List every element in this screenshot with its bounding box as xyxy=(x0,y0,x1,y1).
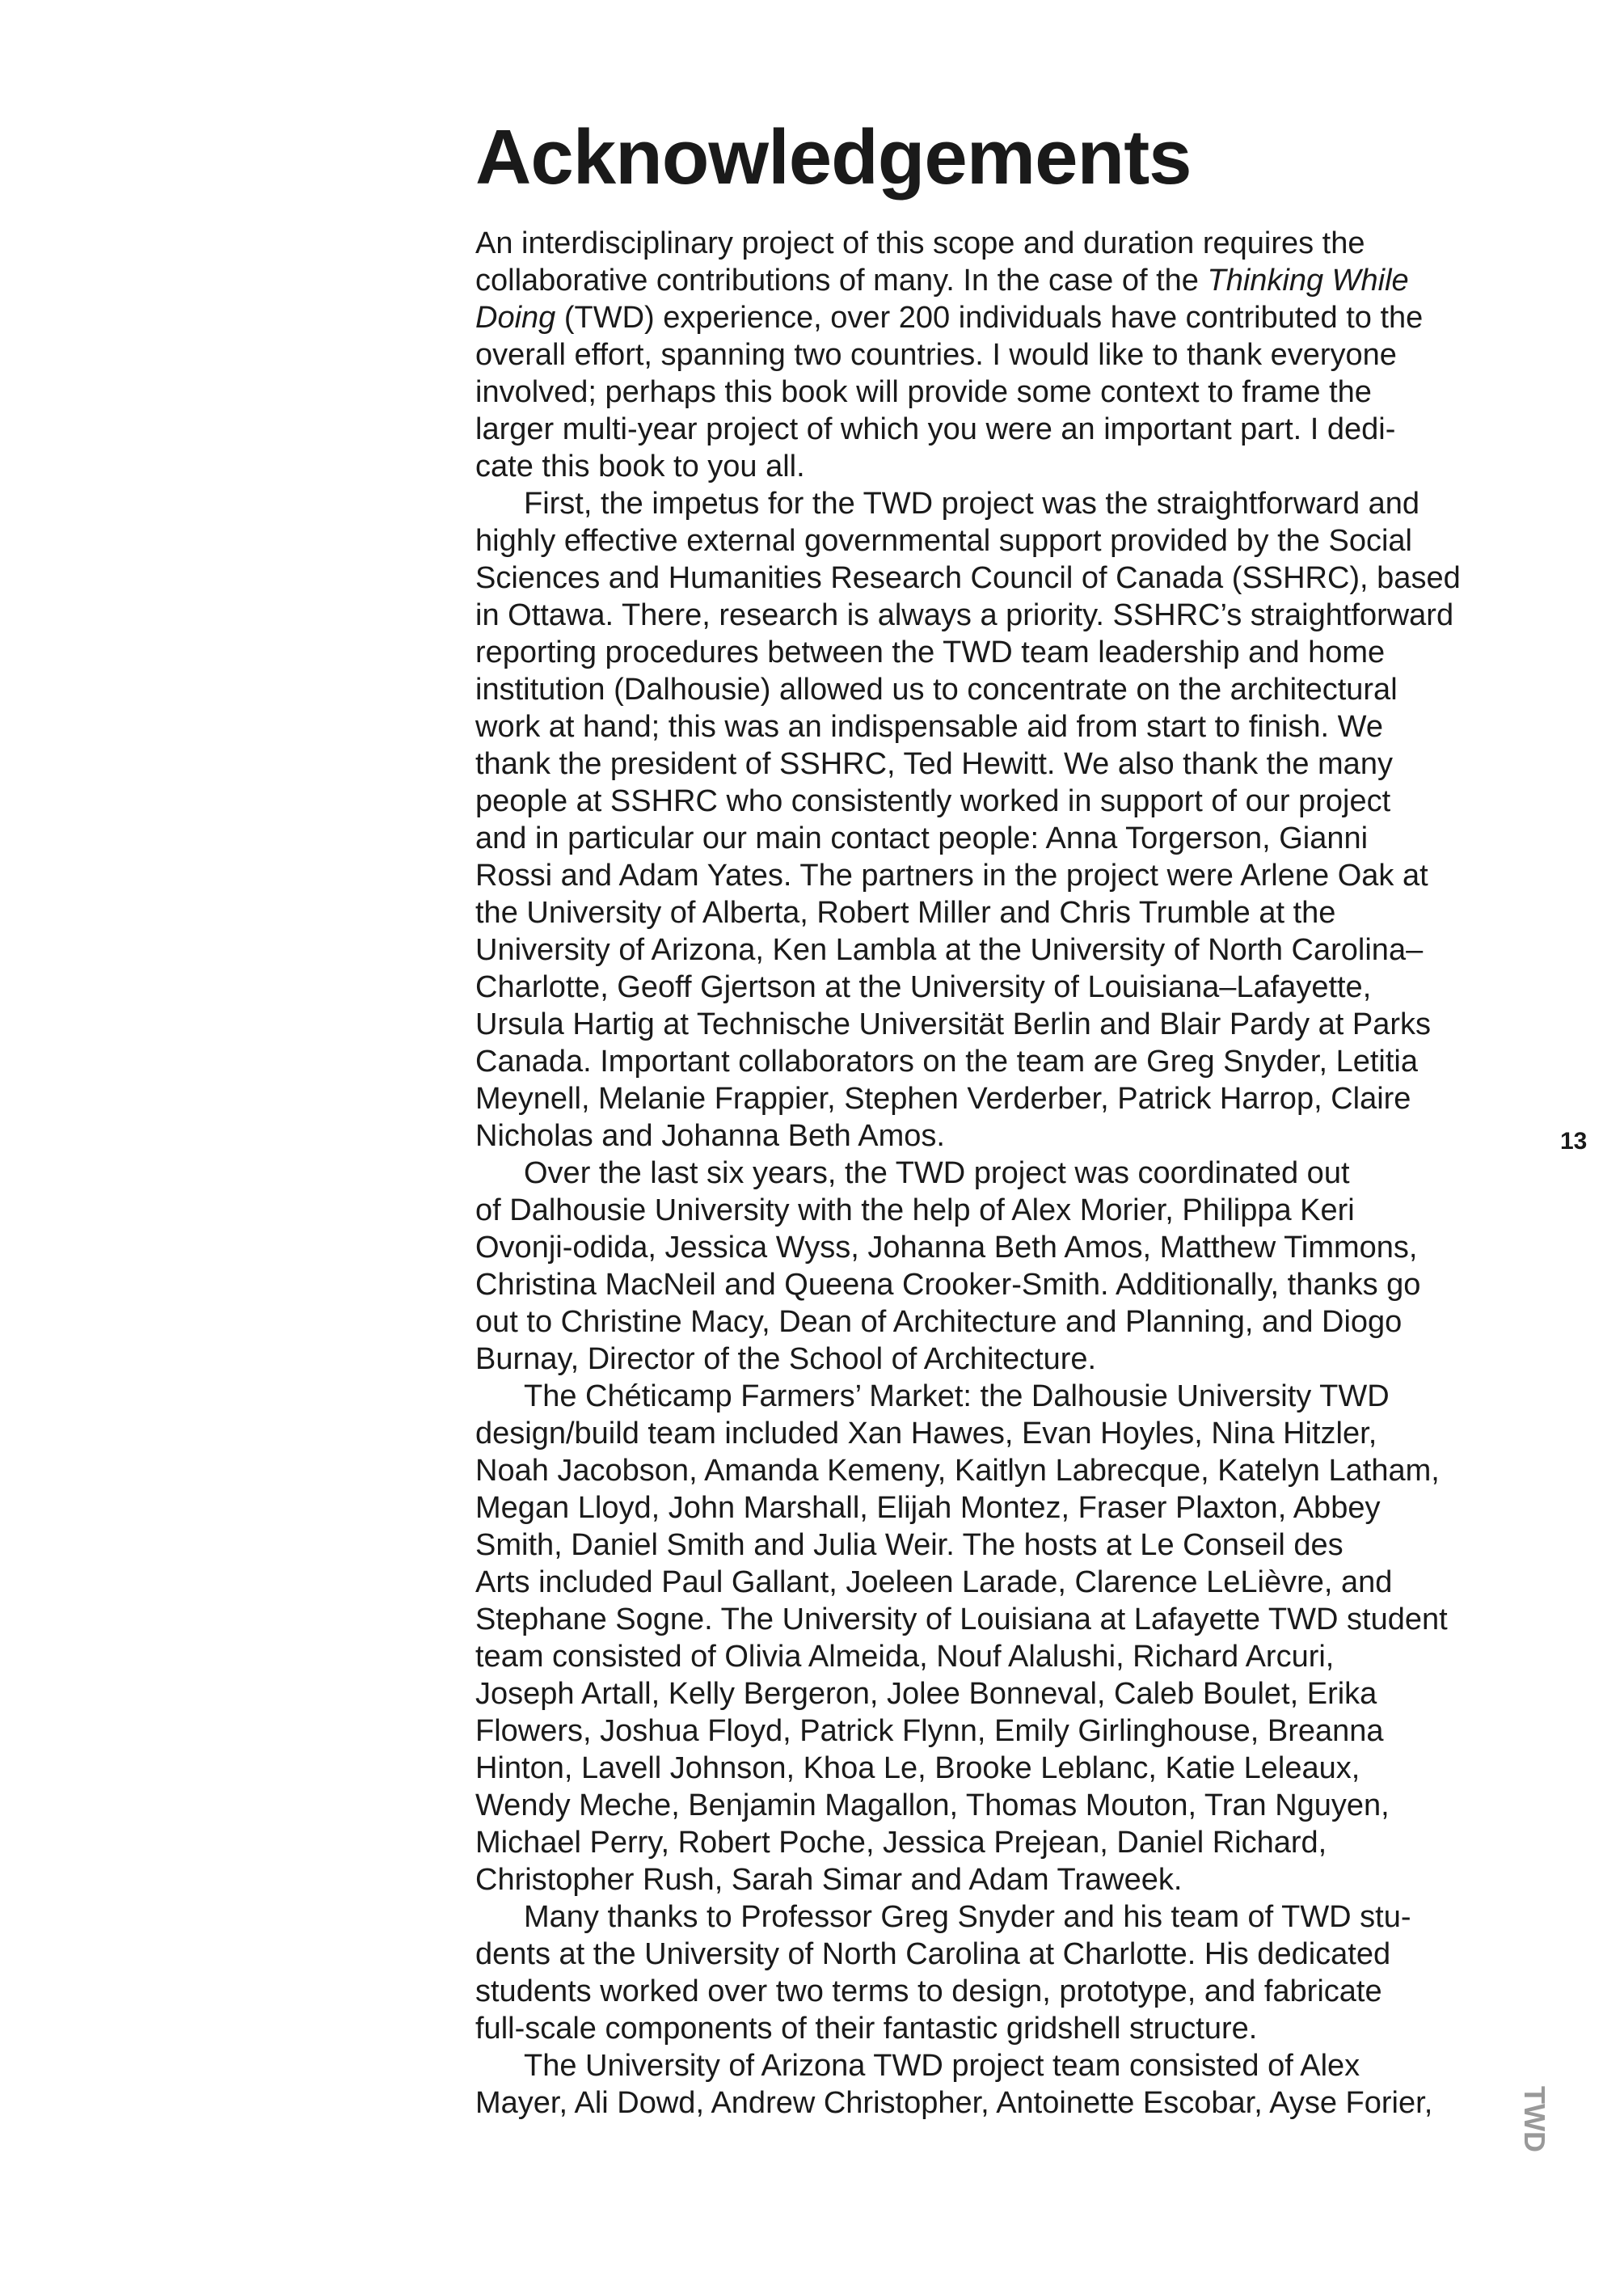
text-line: Christopher Rush, Sarah Simar and Adam Traweek. xyxy=(475,1863,1183,1897)
text-line: of Dalhousie University with the help of Alex Morier, Philippa Keri xyxy=(475,1193,1355,1227)
text-line: Burnay, Director of the School of Architecture. xyxy=(475,1342,1097,1376)
page-title: Acknowledgements xyxy=(475,114,1192,201)
text-line: Rossi and Adam Yates. The partners in the project were Arlene Oak at xyxy=(475,859,1428,893)
text-line: work at hand; this was an indispensable aid from start to finish. We xyxy=(475,710,1383,744)
text-line: Wendy Meche, Benjamin Magallon, Thomas Mouton, Tran Nguyen, xyxy=(475,1788,1390,1822)
text-line: University of Arizona, Ken Lambla at the University of North Carolina– xyxy=(475,933,1424,967)
text-segment: (TWD) experience, over 200 individuals have contributed to the xyxy=(555,301,1424,335)
text-line: Canada. Important collaborators on the team are Greg Snyder, Letitia xyxy=(475,1045,1418,1079)
text-line: Sciences and Humanities Research Council of Canada (SSHRC), based xyxy=(475,561,1461,595)
text-line: Nicholas and Johanna Beth Amos. xyxy=(475,1119,945,1153)
text-line: in Ottawa. There, research is always a priority. SSHRC’s straightforward xyxy=(475,598,1454,632)
text-line: people at SSHRC who consistently worked in support of our project xyxy=(475,784,1391,818)
text-line: Smith, Daniel Smith and Julia Weir. The hosts at Le Conseil des xyxy=(475,1528,1343,1562)
text-line: Arts included Paul Gallant, Joeleen Larade, Clarence LeLièvre, and xyxy=(475,1565,1393,1599)
text-line: An interdisciplinary project of this scope and duration requires the xyxy=(475,226,1365,260)
text-line: dents at the University of North Carolina at Charlotte. His dedicated xyxy=(475,1937,1391,1971)
text-line: involved; perhaps this book will provide some context to frame the xyxy=(475,375,1372,409)
text-line: out to Christine Macy, Dean of Architecture and Planning, and Diogo xyxy=(475,1305,1403,1339)
text-line xyxy=(475,299,1526,336)
paragraph-start-line: Over the last six years, the TWD project was coordinated out xyxy=(524,1156,1350,1190)
text-line: Ovonji-odida, Jessica Wyss, Johanna Beth Amos, Matthew Timmons, xyxy=(475,1231,1418,1265)
text-line: reporting procedures between the TWD team leadership and home xyxy=(475,636,1386,669)
paragraph-start-line: The University of Arizona TWD project team consisted of Alex xyxy=(524,2049,1360,2083)
text-line: cate this book to you all. xyxy=(475,450,805,484)
text-line: highly effective external governmental support provided by the Social xyxy=(475,524,1412,558)
text-line: Stephane Sogne. The University of Louisiana at Lafayette TWD student xyxy=(475,1603,1448,1636)
text-line: team consisted of Olivia Almeida, Nouf Alalushi, Richard Arcuri, xyxy=(475,1640,1335,1674)
text-line: Hinton, Lavell Johnson, Khoa Le, Brooke Leblanc, Katie Leleaux, xyxy=(475,1751,1360,1785)
book-title-italic: Thinking While xyxy=(1207,264,1409,298)
text-line xyxy=(475,262,1526,299)
text-line: Ursula Hartig at Technische Universität Berlin and Blair Pardy at Parks xyxy=(475,1007,1432,1041)
text-line: Noah Jacobson, Amanda Kemeny, Kaitlyn Labrecque, Katelyn Latham, xyxy=(475,1454,1440,1488)
text-line: Mayer, Ali Dowd, Andrew Christopher, Antoinette Escobar, Ayse Forier, xyxy=(475,2086,1433,2120)
paragraph-start-line: Many thanks to Professor Greg Snyder and his team of TWD stu- xyxy=(524,1900,1411,1934)
running-head: TWD xyxy=(1518,2086,1551,2152)
book-title-italic: Doing xyxy=(475,301,556,335)
text-line: Megan Lloyd, John Marshall, Elijah Montez, Fraser Plaxton, Abbey xyxy=(475,1491,1381,1525)
text-line: Charlotte, Geoff Gjertson at the University of Louisiana–Lafayette, xyxy=(475,970,1372,1004)
page-number: 13 xyxy=(1560,1128,1588,1155)
text-line: Meynell, Melanie Frappier, Stephen Verderber, Patrick Harrop, Claire xyxy=(475,1082,1411,1116)
text-line: Flowers, Joshua Floyd, Patrick Flynn, Emily Girlinghouse, Breanna xyxy=(475,1714,1384,1748)
text-line: the University of Alberta, Robert Miller and Chris Trumble at the xyxy=(475,896,1336,930)
text-line: overall effort, spanning two countries. I would like to thank everyone xyxy=(475,338,1397,372)
text-line: and in particular our main contact people: Anna Torgerson, Gianni xyxy=(475,821,1369,855)
text-segment: collaborative contributions of many. In the case of the xyxy=(475,264,1199,298)
text-line: Christina MacNeil and Queena Crooker-Smith. Additionally, thanks go xyxy=(475,1268,1421,1302)
text-line: larger multi-year project of which you were an important part. I dedi- xyxy=(475,412,1396,446)
paragraph-start-line: The Chéticamp Farmers’ Market: the Dalhousie University TWD xyxy=(524,1379,1390,1413)
text-line: design/build team included Xan Hawes, Evan Hoyles, Nina Hitzler, xyxy=(475,1417,1377,1451)
text-line: institution (Dalhousie) allowed us to concentrate on the architectural xyxy=(475,673,1398,707)
text-line: students worked over two terms to design, prototype, and fabricate xyxy=(475,1974,1382,2008)
text-line: thank the president of SSHRC, Ted Hewitt. We also thank the many xyxy=(475,747,1393,781)
text-line: full-scale components of their fantastic gridshell structure. xyxy=(475,2012,1258,2046)
text-line: Joseph Artall, Kelly Bergeron, Jolee Bonneval, Caleb Boulet, Erika xyxy=(475,1677,1377,1711)
paragraph-start-line: First, the impetus for the TWD project was the straightforward and xyxy=(524,487,1420,521)
text-line: Michael Perry, Robert Poche, Jessica Prejean, Daniel Richard, xyxy=(475,1826,1327,1860)
body-text xyxy=(475,225,1526,2122)
